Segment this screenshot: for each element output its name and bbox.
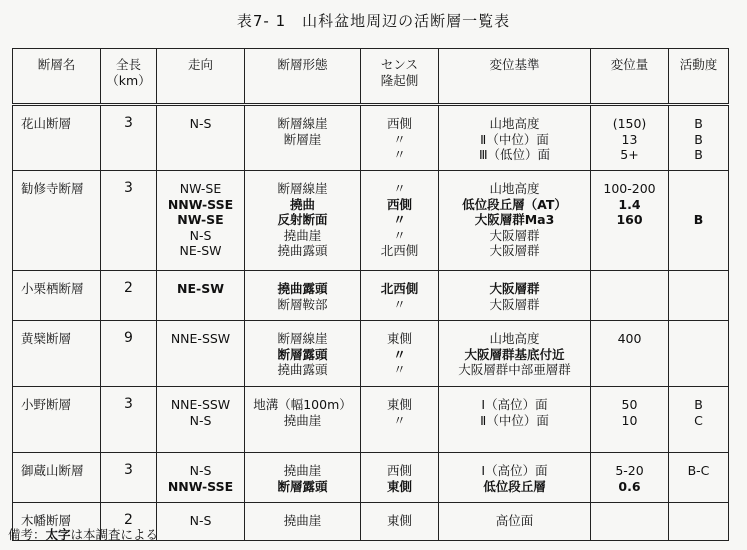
length-cell: 3 <box>101 171 157 271</box>
activity-cell-line <box>672 197 725 213</box>
displacement-cell-line: 100-200 <box>603 181 656 196</box>
sense-cell-line: 〃 <box>393 412 406 428</box>
displacement-cell <box>591 321 669 387</box>
strike-cell-line: NE-SW <box>177 281 224 296</box>
displacement-cell-line: 400 <box>617 331 642 346</box>
basis-cell-line: 山地高度 <box>489 331 540 346</box>
form-cell <box>245 171 361 271</box>
basis-cell-line: 大阪層群 <box>489 227 540 243</box>
activity-cell-line: C <box>694 412 703 428</box>
sense-cell-line: 〃 <box>393 131 406 147</box>
form-cell-line: 反射断面 <box>277 212 328 227</box>
strike-cell <box>157 453 245 503</box>
form-cell-line: 撓曲崖 <box>283 513 322 528</box>
basis-cell-line: 山地高度 <box>489 181 540 196</box>
sense-cell-line: 西側 <box>386 116 412 131</box>
strike-cell-line: NNE-SSW <box>170 331 231 346</box>
column-header: 活動度 <box>669 49 729 105</box>
fault-name-cell: 花山断層 <box>13 105 101 171</box>
displacement-cell <box>591 105 669 171</box>
table-title: 表7- 1 山科盆地周辺の活断層一覧表 <box>236 12 511 30</box>
form-cell-line: 断層鞍部 <box>277 296 328 312</box>
length-cell: 3 <box>101 453 157 503</box>
length-cell: 3 <box>101 387 157 453</box>
form-cell-line: 撓曲崖 <box>283 227 322 243</box>
activity-cell-line: B <box>694 116 703 131</box>
activity-cell-line: B <box>693 212 704 227</box>
form-cell-line: 撓曲露頭 <box>277 281 328 296</box>
table-row <box>13 105 729 171</box>
sense-cell-line: 西側 <box>386 463 412 478</box>
basis-cell-line: 高位面 <box>495 513 534 528</box>
length-cell: 2 <box>101 271 157 321</box>
activity-cell-line: B <box>694 131 703 147</box>
form-cell-line: 断層崖 <box>283 131 322 147</box>
basis-cell-line: 低位段丘層（AT） <box>462 196 567 212</box>
sense-cell <box>361 387 439 453</box>
sense-cell <box>361 105 439 171</box>
sense-cell-line: 北西側 <box>380 281 419 296</box>
column-header: 変位基準 <box>439 49 591 105</box>
fault-name-cell: 木幡断層 <box>13 503 101 541</box>
strike-cell-line: N-S <box>189 227 212 243</box>
displacement-cell-line: 50 <box>621 397 638 412</box>
displacement-cell <box>591 503 669 541</box>
strike-cell-line: N-S <box>189 412 212 428</box>
basis-cell-line: 大阪層群 <box>489 243 540 258</box>
strike-cell-line: NNW-SSE <box>167 196 234 212</box>
displacement-cell-line: 10 <box>621 412 638 428</box>
form-cell-line: 撓曲崖 <box>283 463 322 478</box>
basis-cell <box>439 453 591 503</box>
form-cell-line: 断層線崖 <box>277 116 328 131</box>
form-cell-line: 断層露頭 <box>277 478 328 494</box>
column-header: 断層形態 <box>245 49 361 105</box>
strike-cell <box>157 503 245 541</box>
basis-cell-line: 低位段丘層 <box>483 478 546 494</box>
activity-cell <box>669 453 729 503</box>
form-cell-line: 撓曲 <box>289 196 315 212</box>
activity-cell-line: B-C <box>687 463 710 478</box>
activity-cell <box>669 321 729 387</box>
fault-name-cell: 小栗栖断層 <box>13 271 101 321</box>
displacement-cell <box>591 171 669 271</box>
basis-cell <box>439 171 591 271</box>
basis-cell-line: Ⅰ（高位）面 <box>481 463 548 478</box>
form-cell <box>245 105 361 171</box>
form-cell <box>245 453 361 503</box>
length-cell: 3 <box>101 105 157 171</box>
sense-cell-line: 〃 <box>393 181 406 196</box>
form-cell <box>245 321 361 387</box>
sense-cell-line: 東側 <box>386 397 412 412</box>
basis-cell <box>439 321 591 387</box>
sense-cell <box>361 171 439 271</box>
header-row <box>13 49 729 105</box>
activity-cell <box>669 105 729 171</box>
basis-cell-line: 大阪層群 <box>489 296 540 312</box>
basis-cell-line: 山地高度 <box>489 116 540 131</box>
column-header: 走向 <box>157 49 245 105</box>
note-suffix: は本調査による <box>70 527 159 542</box>
footnote <box>8 525 158 543</box>
sense-cell-line: 東側 <box>386 331 412 346</box>
basis-cell <box>439 271 591 321</box>
activity-cell <box>669 271 729 321</box>
displacement-cell <box>591 271 669 321</box>
activity-cell-line <box>672 181 725 197</box>
note-prefix: 備考： <box>8 527 46 542</box>
fault-name-cell: 黄檗断層 <box>13 321 101 387</box>
displacement-cell-line: 13 <box>621 131 638 147</box>
strike-cell-line: NNE-SSW <box>170 397 231 412</box>
displacement-cell-line: (150) <box>612 116 647 131</box>
note-bold: 太字 <box>45 527 71 542</box>
activity-cell <box>669 503 729 541</box>
displacement-cell-line: 5+ <box>620 147 639 162</box>
fault-name-cell: 小野断層 <box>13 387 101 453</box>
fault-table <box>12 48 729 541</box>
basis-cell-line: 大阪層群基底付近 <box>464 346 565 362</box>
strike-cell-line: NW-SE <box>177 212 224 227</box>
fault-name-cell: 御蔵山断層 <box>13 453 101 503</box>
form-cell-line: 断層線崖 <box>277 181 328 196</box>
strike-cell-line: N-S <box>189 513 212 528</box>
length-cell: 2 <box>101 503 157 541</box>
column-header: センス 隆起側 <box>361 49 439 105</box>
sense-cell <box>361 271 439 321</box>
table-body <box>13 105 729 541</box>
column-header: 全長 （km） <box>101 49 157 105</box>
displacement-cell-line: 160 <box>616 212 643 227</box>
activity-cell <box>669 171 729 271</box>
table-row <box>13 453 729 503</box>
sense-cell-line: 西側 <box>386 196 412 212</box>
form-cell-line: 撓曲崖 <box>283 412 322 428</box>
basis-cell-line: Ⅲ（低位）面 <box>478 147 551 162</box>
sense-cell-line: 東側 <box>386 478 412 494</box>
activity-cell-line: B <box>694 147 703 162</box>
displacement-cell-line: 1.4 <box>618 196 641 212</box>
strike-cell-line: N-S <box>189 463 212 478</box>
column-header: 断層名 <box>13 49 101 105</box>
strike-cell-line: N-S <box>189 116 212 131</box>
form-cell-line: 断層線崖 <box>277 331 328 346</box>
strike-cell-line: NE-SW <box>179 243 222 258</box>
basis-cell <box>439 503 591 541</box>
displacement-cell <box>591 387 669 453</box>
table-row <box>13 271 729 321</box>
form-cell-line: 撓曲露頭 <box>277 243 328 258</box>
strike-cell <box>157 387 245 453</box>
basis-cell-line: 大阪層群 <box>489 281 540 296</box>
displacement-cell-line: 5-20 <box>615 463 644 478</box>
strike-cell <box>157 105 245 171</box>
sense-cell-line: 〃 <box>393 296 406 312</box>
table-row <box>13 171 729 271</box>
sense-cell <box>361 453 439 503</box>
basis-cell-line: 大阪層群中部亜層群 <box>458 362 571 377</box>
strike-cell <box>157 171 245 271</box>
basis-cell <box>439 105 591 171</box>
strike-cell <box>157 271 245 321</box>
sense-cell <box>361 321 439 387</box>
basis-cell-line: 大阪層群Ma3 <box>474 212 555 227</box>
form-cell-line: 撓曲露頭 <box>277 362 328 377</box>
form-cell-line: 断層露頭 <box>277 346 328 362</box>
form-cell-line: 地溝（幅100m） <box>253 397 352 412</box>
basis-cell-line: Ⅰ（高位）面 <box>481 397 548 412</box>
form-cell <box>245 271 361 321</box>
sense-cell-line: 東側 <box>386 513 412 528</box>
form-cell <box>245 387 361 453</box>
strike-cell <box>157 321 245 387</box>
table-row <box>13 321 729 387</box>
sense-cell-line: 〃 <box>393 346 406 362</box>
activity-cell <box>669 387 729 453</box>
sense-cell <box>361 503 439 541</box>
displacement-cell-line: 0.6 <box>618 478 641 494</box>
strike-cell-line: NW-SE <box>179 181 222 196</box>
sense-cell-line: 〃 <box>393 362 406 377</box>
basis-cell-line: Ⅱ（中位）面 <box>480 131 549 147</box>
basis-cell-line: Ⅱ（中位）面 <box>480 412 549 428</box>
sense-cell-line: 〃 <box>393 147 406 162</box>
fault-name-cell: 勧修寺断層 <box>13 171 101 271</box>
sense-cell-line: 北西側 <box>380 243 419 258</box>
table-row <box>13 387 729 453</box>
strike-cell-line: NNW-SSE <box>167 478 234 494</box>
displacement-cell <box>591 453 669 503</box>
form-cell <box>245 503 361 541</box>
column-header: 変位量 <box>591 49 669 105</box>
sense-cell-line: 〃 <box>393 227 406 243</box>
length-cell: 9 <box>101 321 157 387</box>
activity-cell-line: B <box>694 397 703 412</box>
basis-cell <box>439 387 591 453</box>
sense-cell-line: 〃 <box>393 212 406 227</box>
